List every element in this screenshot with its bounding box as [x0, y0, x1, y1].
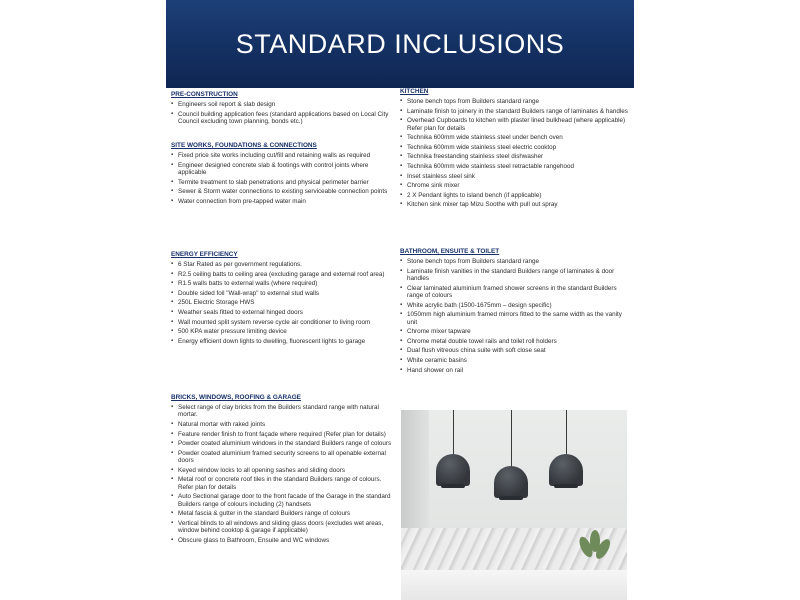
- list-item: ▪ Stone bench tops from Builders standard range: [400, 98, 628, 105]
- list-item: ▪ Hand shower on rail: [400, 367, 628, 374]
- list-item: ▪ Vertical blinds to all windows and sliding glass doors (excludes wet areas, window behind cooktop & garage if applicable): [171, 520, 396, 535]
- list-item: ▪ Powder coated aluminium windows in the standard Builders range of colours: [171, 440, 396, 447]
- pendant-lamp: [549, 454, 583, 486]
- page-title: STANDARD INCLUSIONS: [235, 28, 565, 59]
- section-title: PRE-CONSTRUCTION: [171, 91, 238, 98]
- title-banner: [166, 0, 634, 88]
- plant: [577, 530, 611, 570]
- item-list: [171, 261, 396, 345]
- list-item: ▪ Inset stainless steel sink: [400, 173, 628, 180]
- list-item: ▪ Chrome metal double towel rails and toilet roll holders: [400, 338, 628, 345]
- list-item: ▪ 2 X Pendant lights to island bench (if applicable): [400, 192, 628, 199]
- list-item: ▪ Water connection from pre-tapped water main: [171, 198, 396, 205]
- list-item: ▪ Keyed window locks to all opening sashes and sliding doors: [171, 467, 396, 474]
- list-item: ▪ R1.5 walls batts to external walls (where required): [171, 280, 396, 287]
- pendant-lamp: [436, 454, 470, 486]
- pendant-cord: [453, 410, 454, 454]
- list-item: ▪ White ceramic basins: [400, 357, 628, 364]
- pendant-cord: [511, 410, 512, 466]
- list-item: ▪ Wall mounted split system reverse cycle air conditioner to living room: [171, 319, 396, 326]
- benchtop: [401, 570, 627, 600]
- pendant-lamp: [494, 466, 528, 498]
- list-item: ▪ Technika 600mm wide stainless steel under bench oven: [400, 134, 628, 141]
- inclusions-page: [166, 0, 634, 600]
- section-title: KITCHEN: [400, 88, 429, 95]
- list-item: ▪ Laminate finish to joinery in the standard Builders range of laminates & handles: [400, 108, 628, 115]
- list-item: ▪ Sewer & Storm water connections to existing serviceable connection points: [171, 188, 396, 195]
- list-item: ▪ Technika 600mm wide stainless steel electric cooktop: [400, 144, 628, 151]
- list-item: ▪ Weather seals fitted to external hinged doors: [171, 309, 396, 316]
- list-item: ▪ 250L Electric Storage HWS: [171, 299, 396, 306]
- list-item: ▪ Clear laminated aluminium framed shower screens in the standard Builders range of colours: [400, 285, 628, 300]
- list-item: ▪ Termite treatment to slab penetrations and physical perimeter barrier: [171, 179, 396, 186]
- pendant-cord: [566, 410, 567, 454]
- list-item: ▪ Auto Sectional garage door to the front facade of the Garage in the standard Builders range of colours including (2) handsets: [171, 493, 396, 508]
- section-bricks-windows: [171, 394, 396, 547]
- list-item: ▪ 1050mm high aluminium framed mirrors fitted to the same width as the vanity unit: [400, 311, 628, 326]
- list-item: ▪ Engineers soil report & slab design: [171, 101, 396, 108]
- section-site-works: [171, 142, 396, 207]
- section-pre-construction: [171, 91, 396, 128]
- list-item: ▪ Dual flush vitreous china suite with soft close seat: [400, 347, 628, 354]
- list-item: ▪ Technika freestanding stainless steel dishwasher: [400, 153, 628, 160]
- section-title: BATHROOM, ENSUITE & TOILET: [400, 248, 500, 255]
- list-item: ▪ Metal fascia & gutter in the standard Builders range of colours: [171, 510, 396, 517]
- list-item: ▪ Overhead Cupboards to kitchen with plaster lined bulkhead (where applicable) Refer plan for details: [400, 117, 628, 132]
- list-item: ▪ 500 KPA water pressure limiting device: [171, 328, 396, 335]
- list-item: ▪ Engineer designed concrete slab & footings with control joints where applicable: [171, 162, 396, 177]
- list-item: ▪ Fixed price site works including cut/fill and retaining walls as required: [171, 152, 396, 159]
- section-bathroom: [400, 248, 628, 376]
- list-item: ▪ Powder coated aluminium framed security screens to all openable external doors: [171, 450, 396, 465]
- section-title: ENERGY EFFICIENCY: [171, 251, 238, 258]
- item-list: [171, 101, 396, 125]
- list-item: ▪ Council building application fees (standard applications based on Local City Council excluding town planning, bonds etc.): [171, 111, 396, 126]
- kitchen-pendant-photo: [401, 410, 627, 600]
- list-item: ▪ Double sided foil "Wall-wrap" to external stud walls: [171, 290, 396, 297]
- section-kitchen: [400, 88, 628, 211]
- list-item: ▪ Laminate finish vanities in the standard Builders range of laminates & door handles: [400, 268, 628, 283]
- list-item: ▪ Stone bench tops from Builders standard range: [400, 258, 628, 265]
- list-item: ▪ Chrome mixer tapware: [400, 328, 628, 335]
- list-item: ▪ Select range of clay bricks from the Builders standard range with natural mortar.: [171, 404, 396, 419]
- section-title: BRICKS, WINDOWS, ROOFING & GARAGE: [171, 394, 301, 401]
- item-list: [171, 404, 396, 544]
- list-item: ▪ R2.5 ceiling batts to ceiling area (excluding garage and external roof area): [171, 271, 396, 278]
- list-item: ▪ 6 Star Rated as per government regulations.: [171, 261, 396, 268]
- list-item: ▪ White acrylic bath (1500-1675mm – design specific): [400, 302, 628, 309]
- list-item: ▪ Kitchen sink mixer tap Mizu Soothe with pull out spray: [400, 201, 628, 208]
- section-energy-efficiency: [171, 251, 396, 347]
- list-item: ▪ Energy efficient down lights to dwelling, fluorescent lights to garage: [171, 338, 396, 345]
- list-item: ▪ Technika 600mm wide stainless steel retractable rangehood: [400, 163, 628, 170]
- section-title: SITE WORKS, FOUNDATIONS & CONNECTIONS: [171, 142, 317, 149]
- list-item: ▪ Feature render finish to front façade where required (Refer plan for details): [171, 431, 396, 438]
- item-list: [400, 258, 628, 374]
- list-item: ▪ Chrome sink mixer: [400, 182, 628, 189]
- list-item: ▪ Natural mortar with raked joints: [171, 421, 396, 428]
- wall-shadow: [401, 410, 429, 528]
- item-list: [400, 98, 628, 209]
- list-item: ▪ Metal roof or concrete roof tiles in the standard Builders range of colours. Refer plan for details: [171, 476, 396, 491]
- list-item: ▪ Obscure glass to Bathroom, Ensuite and WC windows: [171, 537, 396, 544]
- item-list: [171, 152, 396, 205]
